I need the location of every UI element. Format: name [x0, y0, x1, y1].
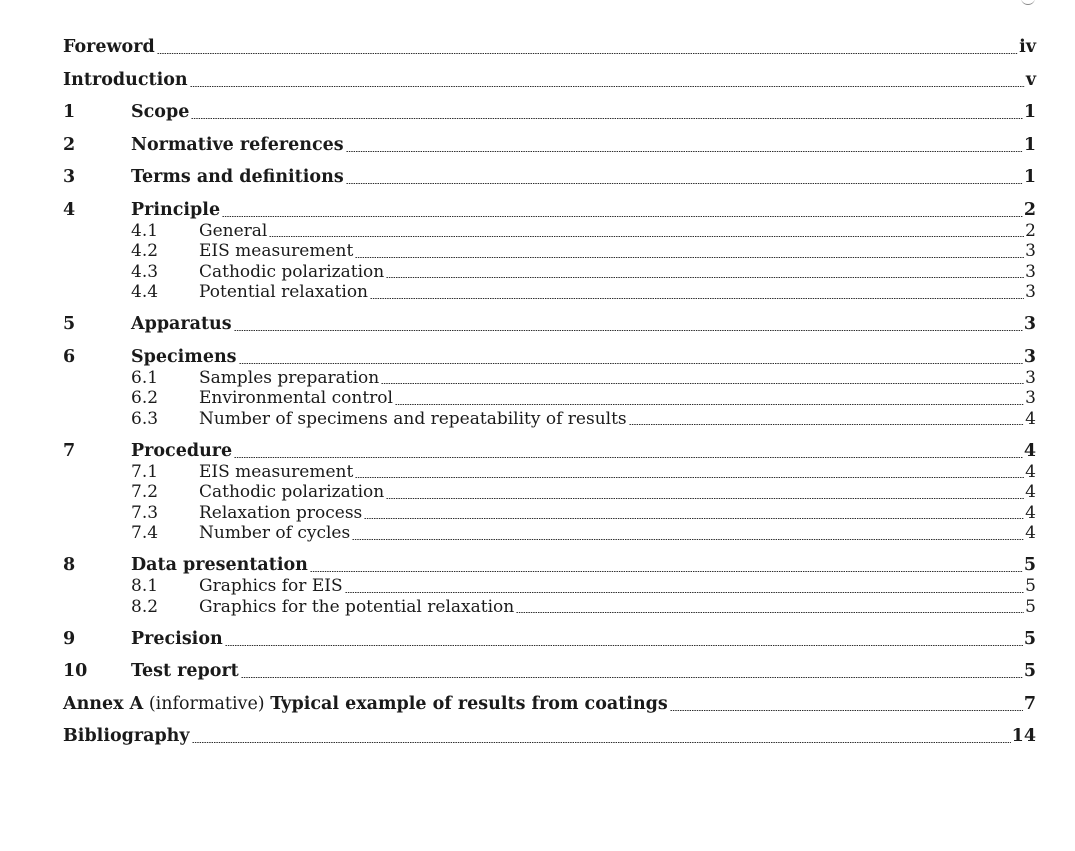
- toc-page-number: 3: [1023, 346, 1036, 367]
- toc-entry-scope[interactable]: [63, 101, 1036, 123]
- toc-entry-annex-a[interactable]: [63, 693, 1036, 715]
- toc-page-number: 1: [1023, 134, 1036, 155]
- toc-entry-general[interactable]: [63, 221, 1036, 242]
- toc-title: Number of cycles: [199, 523, 351, 543]
- dot-leader: [192, 742, 1011, 743]
- toc-title: Procedure: [131, 440, 233, 461]
- dot-leader: [234, 457, 1023, 458]
- toc-clause-number: 6: [63, 346, 76, 367]
- dot-leader: [225, 645, 1023, 646]
- toc-page-number: 2: [1023, 199, 1036, 220]
- toc-entry-eis-measurement[interactable]: [63, 241, 1036, 262]
- toc-page-number: iv: [1019, 37, 1036, 57]
- toc-subclause-number: 8.1: [131, 576, 159, 596]
- toc-entry-foreword[interactable]: [63, 36, 1036, 58]
- toc-page-number: 1: [1023, 102, 1036, 122]
- toc-subclause-number: 6.2: [131, 388, 159, 408]
- toc-subclause-number: 6.1: [131, 367, 159, 388]
- toc-subclause-number: 7.1: [131, 461, 159, 482]
- toc-page-number: 4: [1025, 461, 1036, 482]
- annex-title: Typical example of results from coatings: [270, 693, 668, 714]
- dot-leader: [239, 363, 1023, 364]
- toc-page-number: 4: [1025, 523, 1036, 543]
- toc-subclause-number: 7.2: [131, 482, 159, 502]
- toc-title: Test report: [131, 661, 239, 681]
- dot-leader: [234, 330, 1023, 331]
- toc-clause-number: 3: [63, 167, 76, 187]
- toc-entry-normative-references[interactable]: [63, 134, 1036, 156]
- toc-entry-precision[interactable]: [63, 628, 1036, 650]
- toc-title: Foreword: [63, 37, 155, 57]
- toc-entry-potential-relaxation[interactable]: [63, 282, 1036, 303]
- dot-leader: [346, 183, 1023, 184]
- toc-clause-number: 5: [63, 314, 76, 334]
- toc-clause-number: 1: [63, 102, 76, 122]
- toc-title: General: [199, 220, 268, 241]
- toc-page-number: 5: [1023, 628, 1036, 649]
- dot-leader: [364, 518, 1024, 519]
- toc-title: Number of specimens and repeatability of results: [199, 408, 627, 429]
- dot-leader: [222, 216, 1023, 217]
- toc-page-number: 4: [1025, 482, 1036, 502]
- annex-label: Annex A: [63, 693, 144, 714]
- toc-entry-eis-measurement-procedure[interactable]: [63, 462, 1036, 483]
- toc-page-number: 3: [1023, 314, 1036, 334]
- dot-leader: [386, 277, 1024, 278]
- toc-clause-number: 9: [63, 628, 76, 649]
- toc-page-number: 3: [1025, 241, 1036, 261]
- toc-clause-number: 7: [63, 440, 76, 461]
- dot-leader: [352, 539, 1024, 540]
- toc-entry-graphics-for-potential-relaxation[interactable]: [63, 597, 1036, 618]
- toc-clause-number: 2: [63, 134, 76, 155]
- toc-subclause-number: 7.4: [131, 523, 159, 543]
- toc-title: Cathodic polarization: [199, 482, 385, 502]
- dot-leader: [190, 86, 1025, 87]
- toc-page-number: 3: [1025, 282, 1036, 302]
- dot-leader: [241, 677, 1023, 678]
- toc-page-number: 3: [1025, 367, 1036, 388]
- toc-entry-principle[interactable]: [63, 199, 1036, 221]
- dot-leader: [395, 404, 1024, 405]
- toc-entry-test-report[interactable]: [63, 660, 1036, 682]
- toc-entry-cathodic-polarization-procedure[interactable]: [63, 482, 1036, 503]
- toc-entry-introduction[interactable]: [63, 69, 1036, 91]
- table-of-contents: [63, 36, 1036, 747]
- toc-page-number: v: [1025, 69, 1036, 90]
- toc-entry-bibliography[interactable]: [63, 725, 1036, 747]
- toc-clause-number: 8: [63, 555, 76, 575]
- toc-subclause-number: 4.3: [131, 261, 159, 282]
- toc-entry-apparatus[interactable]: [63, 313, 1036, 335]
- toc-page-number: 2: [1025, 220, 1036, 241]
- dot-leader: [370, 298, 1024, 299]
- toc-entry-relaxation-process[interactable]: [63, 503, 1036, 524]
- dot-leader: [157, 53, 1018, 54]
- toc-page-number: 4: [1025, 502, 1036, 523]
- dot-leader: [516, 612, 1024, 613]
- toc-title: Graphics for the potential relaxation: [199, 596, 515, 617]
- toc-title: Potential relaxation: [199, 282, 369, 302]
- toc-clause-number: 4: [63, 199, 76, 220]
- toc-subclause-number: 4.4: [131, 282, 159, 302]
- toc-page-number: 5: [1023, 661, 1036, 681]
- dot-leader: [355, 257, 1024, 258]
- dot-leader: [346, 151, 1023, 152]
- toc-page-number: 3: [1025, 261, 1036, 282]
- toc-page-number: 4: [1023, 440, 1036, 461]
- annex-type-note: (informative): [143, 693, 271, 714]
- toc-page-number: 5: [1025, 576, 1036, 596]
- dot-leader: [386, 498, 1024, 499]
- toc-title: Data presentation: [131, 555, 308, 575]
- toc-page-number: 3: [1025, 388, 1036, 408]
- toc-title: Normative references: [131, 134, 344, 155]
- toc-clause-number: 10: [63, 661, 88, 681]
- toc-subclause-number: 4.2: [131, 241, 159, 261]
- toc-entry-data-presentation[interactable]: [63, 554, 1036, 576]
- toc-title: Apparatus: [131, 314, 232, 334]
- toc-subclause-number: 7.3: [131, 502, 159, 523]
- toc-entry-samples-preparation[interactable]: [63, 368, 1036, 389]
- dot-leader: [670, 710, 1023, 711]
- toc-title: Specimens: [131, 346, 237, 367]
- toc-entry-environmental-control[interactable]: [63, 388, 1036, 409]
- toc-title: Precision: [131, 628, 223, 649]
- toc-page-number: 5: [1025, 596, 1036, 617]
- toc-title: Environmental control: [199, 388, 393, 408]
- toc-title: Graphics for EIS: [199, 576, 343, 596]
- toc-subclause-number: 4.1: [131, 220, 159, 241]
- toc-entry-cathodic-polarization[interactable]: [63, 262, 1036, 283]
- dot-leader: [191, 118, 1022, 119]
- toc-title: Bibliography: [63, 726, 190, 746]
- toc-title: Samples preparation: [199, 367, 380, 388]
- dot-leader: [355, 477, 1024, 478]
- toc-title: Terms and definitions: [131, 167, 344, 187]
- toc-title: EIS measurement: [199, 461, 354, 482]
- toc-title: Cathodic polarization: [199, 261, 385, 282]
- toc-entry-graphics-for-eis[interactable]: [63, 576, 1036, 597]
- toc-page-number: 5: [1023, 555, 1036, 575]
- toc-entry-specimens[interactable]: [63, 346, 1036, 368]
- toc-title: Principle: [131, 199, 221, 220]
- page-corner-mark: [1021, 0, 1035, 5]
- dot-leader: [345, 592, 1025, 593]
- toc-title: Relaxation process: [199, 502, 363, 523]
- dot-leader: [629, 424, 1025, 425]
- toc-title: Introduction: [63, 69, 188, 90]
- toc-title: Scope: [131, 102, 190, 122]
- dot-leader: [269, 236, 1024, 237]
- toc-entry-number-of-specimens[interactable]: [63, 409, 1036, 430]
- toc-entry-number-of-cycles[interactable]: [63, 523, 1036, 544]
- toc-page-number: 14: [1011, 726, 1036, 746]
- dot-leader: [310, 571, 1023, 572]
- toc-page-number: 4: [1025, 408, 1036, 429]
- toc-entry-procedure[interactable]: [63, 440, 1036, 462]
- toc-page-number: 1: [1023, 167, 1036, 187]
- dot-leader: [381, 383, 1024, 384]
- toc-title: [63, 693, 668, 715]
- toc-title: EIS measurement: [199, 241, 354, 261]
- toc-page-number: 7: [1023, 693, 1036, 714]
- toc-subclause-number: 8.2: [131, 596, 159, 617]
- toc-entry-terms-and-definitions[interactable]: [63, 166, 1036, 188]
- toc-subclause-number: 6.3: [131, 408, 159, 429]
